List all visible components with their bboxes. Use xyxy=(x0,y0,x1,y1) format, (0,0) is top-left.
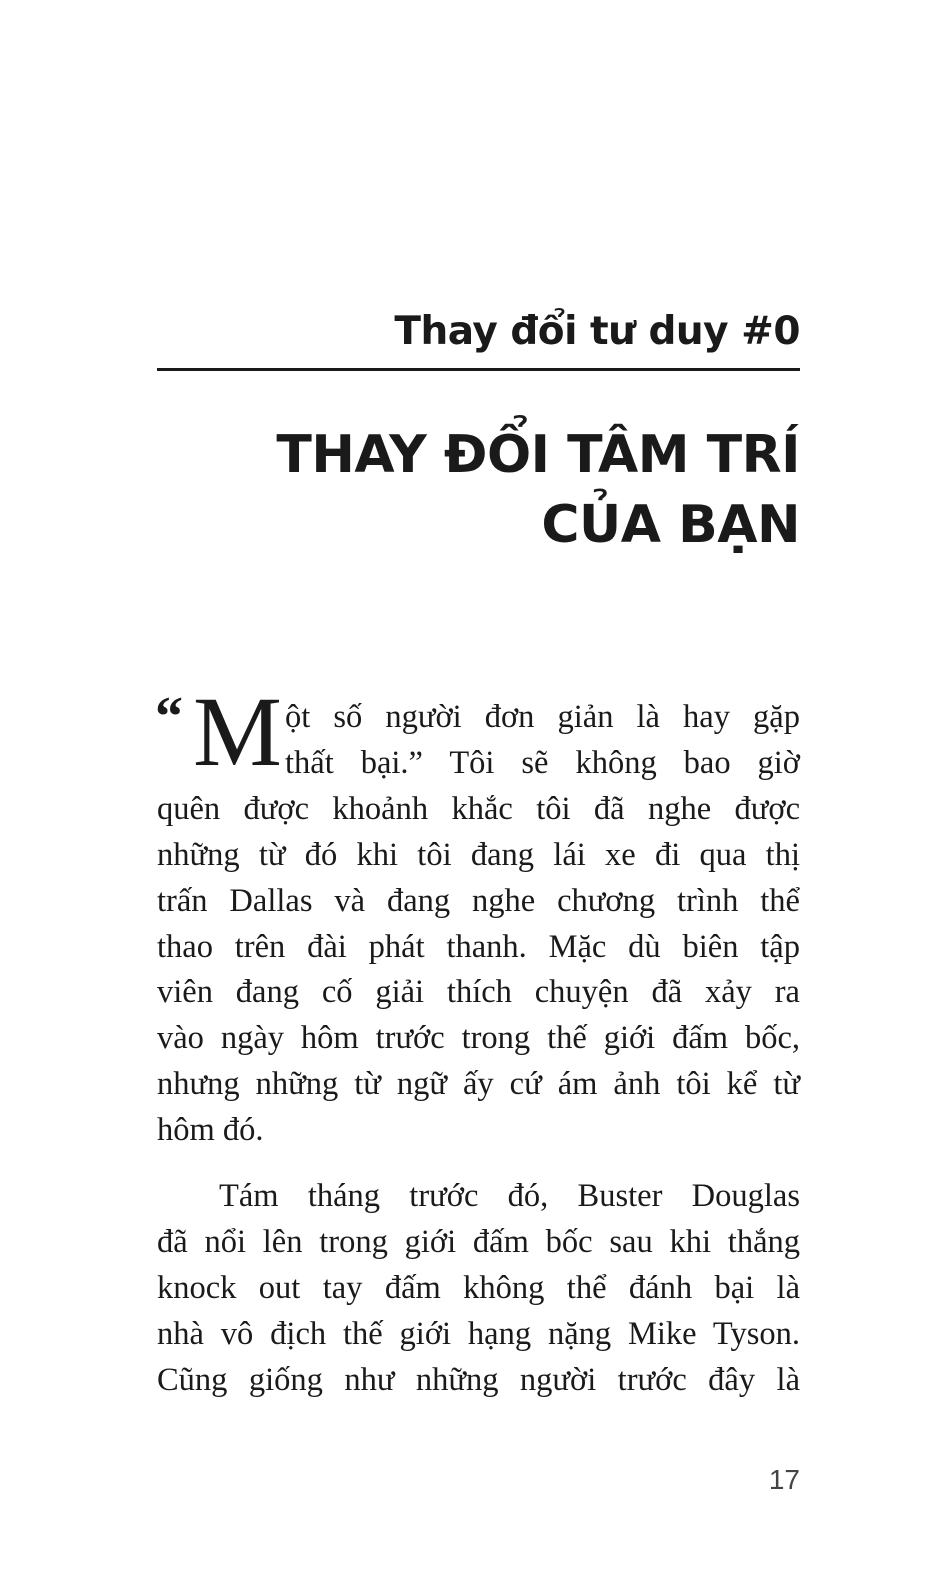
text-line: nhà vô địch thế giới hạng nặng Mike Tyson. xyxy=(157,1315,800,1352)
text-line: trấn Dallas và đang nghe chương trình thể xyxy=(157,882,800,919)
chapter-title xyxy=(157,420,800,560)
text-line: đã nổi lên trong giới đấm bốc sau khi thắng xyxy=(157,1223,800,1260)
drop-cap: M xyxy=(193,676,282,787)
open-quote-mark: “ xyxy=(155,686,183,748)
text-line: hôm đó. xyxy=(157,1112,264,1149)
text-line: thao trên đài phát thanh. Mặc dù biên tập xyxy=(157,928,800,965)
text-line: Tám tháng trước đó, Buster Douglas xyxy=(219,1178,800,1215)
dropcap-indented-lines xyxy=(285,695,800,787)
text-line: quên được khoảnh khắc tôi đã nghe được xyxy=(157,790,800,827)
text-line: knock out tay đấm không thể đánh bại là xyxy=(157,1269,800,1306)
paragraph-2 xyxy=(157,1174,800,1404)
chapter-title-line-2: CỦA BẠN xyxy=(541,495,800,555)
chapter-divider xyxy=(157,368,800,371)
text-line: nhưng những từ ngữ ấy cứ ám ảnh tôi kể từ xyxy=(157,1066,800,1103)
page-number: 17 xyxy=(768,1464,800,1495)
chapter-label: Thay đổi tư duy #0 xyxy=(394,309,800,354)
text-line: ột số người đơn giản là hay gặp xyxy=(285,699,800,735)
body-text xyxy=(155,676,800,1404)
chapter-title-line-1: THAY ĐỔI TÂM TRÍ xyxy=(276,425,800,485)
text-line: Cũng giống như những người trước đây là xyxy=(157,1361,800,1398)
paragraph-1 xyxy=(155,676,800,1154)
text-line: viên đang cố giải thích chuyện đã xảy ra xyxy=(157,974,800,1011)
text-line: vào ngày hôm trước trong thế giới đấm bốc, xyxy=(157,1020,800,1057)
text-line: những từ đó khi tôi đang lái xe đi qua thị xyxy=(157,836,800,873)
text-line: thất bại.” Tôi sẽ không bao giờ xyxy=(285,744,800,781)
